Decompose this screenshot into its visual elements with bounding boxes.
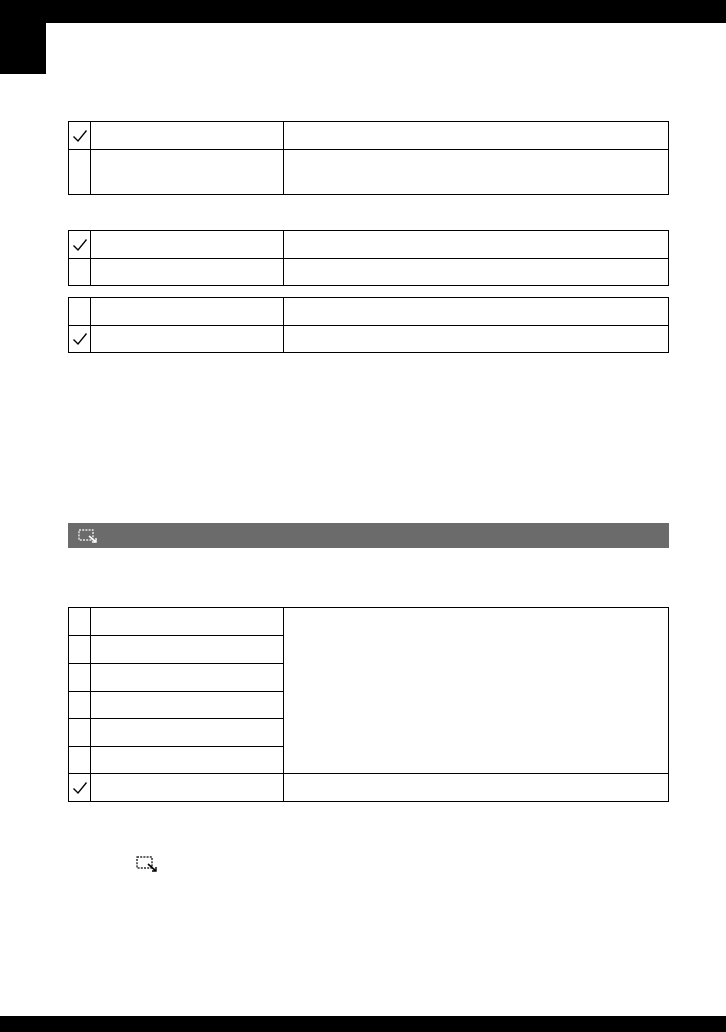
option-cell bbox=[91, 326, 284, 353]
shared-description-cell bbox=[284, 608, 669, 774]
option-cell bbox=[91, 608, 284, 636]
settings-table-3 bbox=[68, 297, 669, 353]
check-icon bbox=[72, 128, 88, 144]
section-header bbox=[68, 523, 669, 548]
check-cell bbox=[69, 719, 91, 747]
description-cell bbox=[284, 774, 669, 802]
option-cell bbox=[91, 664, 284, 692]
option-cell bbox=[91, 747, 284, 774]
check-cell bbox=[69, 692, 91, 719]
check-cell bbox=[69, 664, 91, 692]
option-cell bbox=[91, 122, 284, 150]
table-row bbox=[69, 231, 669, 259]
description-cell bbox=[284, 150, 669, 195]
description-cell bbox=[284, 259, 669, 286]
check-icon bbox=[72, 237, 88, 253]
table-row bbox=[69, 298, 669, 326]
check-cell bbox=[69, 636, 91, 664]
header-bar bbox=[0, 0, 726, 23]
check-cell bbox=[69, 150, 91, 195]
scene-adjust-icon bbox=[78, 529, 98, 543]
footer-bar bbox=[0, 1016, 726, 1032]
check-cell bbox=[69, 231, 91, 259]
scene-adjust-icon bbox=[136, 856, 158, 872]
check-cell bbox=[69, 747, 91, 774]
check-icon bbox=[72, 780, 88, 796]
description-cell bbox=[284, 298, 669, 326]
option-cell bbox=[91, 719, 284, 747]
table-row bbox=[69, 122, 669, 150]
check-cell bbox=[69, 259, 91, 286]
option-cell bbox=[91, 231, 284, 259]
description-cell bbox=[284, 326, 669, 353]
description-cell bbox=[284, 122, 669, 150]
check-cell bbox=[69, 608, 91, 636]
table-row bbox=[69, 150, 669, 195]
table-row bbox=[69, 774, 669, 802]
table-row bbox=[69, 259, 669, 286]
settings-table-2 bbox=[68, 230, 669, 286]
option-cell bbox=[91, 259, 284, 286]
check-icon bbox=[72, 331, 88, 347]
option-cell bbox=[91, 636, 284, 664]
settings-table-4 bbox=[68, 607, 669, 802]
option-cell bbox=[91, 150, 284, 195]
table-row bbox=[69, 608, 669, 636]
settings-table-1 bbox=[68, 121, 669, 195]
option-cell bbox=[91, 774, 284, 802]
description-cell bbox=[284, 231, 669, 259]
chapter-tab bbox=[0, 0, 46, 74]
check-cell bbox=[69, 298, 91, 326]
option-cell bbox=[91, 298, 284, 326]
check-cell bbox=[69, 122, 91, 150]
check-cell bbox=[69, 774, 91, 802]
table-row bbox=[69, 326, 669, 353]
option-cell bbox=[91, 692, 284, 719]
check-cell bbox=[69, 326, 91, 353]
